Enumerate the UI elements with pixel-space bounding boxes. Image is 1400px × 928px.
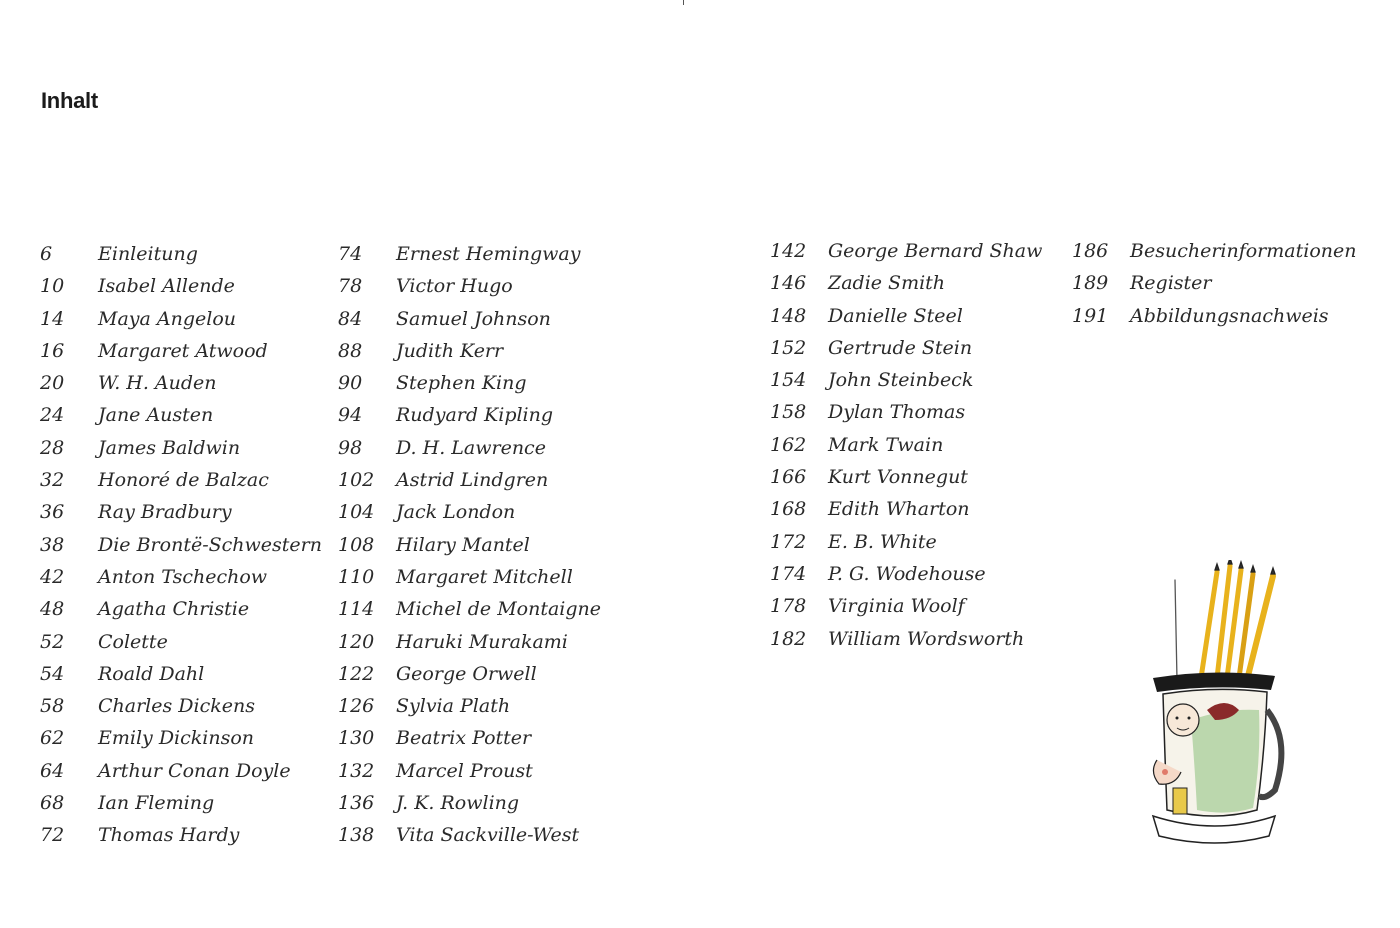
toc-entry	[338, 501, 601, 533]
toc-entry-title: Mark Twain	[828, 433, 944, 456]
toc-entry-title: John Steinbeck	[828, 369, 974, 392]
toc-page-number: 191	[1072, 304, 1109, 327]
toc-page-number: 58	[40, 695, 65, 718]
toc-entry	[770, 272, 1042, 304]
toc-entry	[338, 663, 601, 695]
toc-entry	[40, 469, 322, 501]
toc-entry-title: E. B. White	[828, 530, 937, 553]
toc-entry	[40, 340, 322, 372]
toc-entry	[338, 824, 601, 856]
toc-entry-title: Virginia Woolf	[828, 595, 965, 618]
toc-entry	[338, 534, 601, 566]
toc-page-number: 78	[338, 275, 363, 298]
toc-page-number: 54	[40, 662, 65, 685]
toc-page-number: 14	[40, 307, 65, 330]
toc-entry	[338, 372, 601, 404]
toc-entry-title: Emily Dickinson	[98, 727, 255, 750]
toc-entry	[338, 727, 601, 759]
toc-entry-title: Colette	[98, 630, 168, 653]
toc-entry	[770, 466, 1042, 498]
toc-entry-title: P. G. Wodehouse	[828, 562, 986, 585]
toc-page-number: 32	[40, 469, 65, 492]
toc-entry	[1072, 272, 1356, 304]
toc-page-number: 126	[338, 695, 375, 718]
toc-page-number: 48	[40, 598, 65, 621]
toc-entry	[338, 404, 601, 436]
toc-entry	[770, 595, 1042, 627]
toc-entry-title: Sylvia Plath	[396, 695, 511, 718]
toc-entry-title: Ray Bradbury	[98, 501, 232, 524]
toc-page-number: 152	[770, 336, 807, 359]
toc-entry-title: Arthur Conan Doyle	[98, 759, 291, 782]
toc-page-number: 189	[1072, 272, 1109, 295]
toc-page-number: 24	[40, 404, 65, 427]
toc-entry-title: Rudyard Kipling	[396, 404, 554, 427]
toc-entry	[40, 695, 322, 727]
toc-entry	[338, 437, 601, 469]
toc-page-number: 16	[40, 339, 65, 362]
toc-page-number: 102	[338, 469, 375, 492]
toc-entry	[338, 340, 601, 372]
toc-column-4	[1072, 240, 1356, 337]
toc-entry	[40, 534, 322, 566]
toc-page-number: 166	[770, 466, 807, 489]
toc-entry-title: Maya Angelou	[98, 307, 237, 330]
toc-page-number: 136	[338, 792, 375, 815]
toc-page-number: 114	[338, 598, 375, 621]
toc-page-number: 132	[338, 759, 375, 782]
toc-entry	[338, 695, 601, 727]
toc-entry-title: Charles Dickens	[98, 695, 255, 718]
toc-page-number: 122	[338, 662, 375, 685]
toc-entry-title: Die Brontë-Schwestern	[98, 533, 322, 556]
toc-entry-title: Stephen King	[396, 372, 527, 395]
toc-entry-title: Ernest Hemingway	[396, 243, 581, 265]
toc-entry-title: Victor Hugo	[396, 275, 513, 298]
toc-entry-title: Roald Dahl	[98, 662, 205, 685]
toc-entry-title: George Bernard Shaw	[828, 240, 1043, 262]
toc-entry-title: Jane Austen	[98, 404, 214, 427]
toc-entry	[770, 628, 1042, 660]
toc-entry-title: James Baldwin	[98, 436, 241, 459]
toc-entry-title: Danielle Steel	[828, 304, 963, 327]
toc-entry	[338, 631, 601, 663]
toc-entry	[40, 727, 322, 759]
toc-entry	[338, 275, 601, 307]
toc-entry-title: Honoré de Balzac	[98, 469, 269, 492]
toc-page-number: 174	[770, 562, 807, 585]
toc-entry	[40, 308, 322, 340]
toc-page-number: 146	[770, 272, 807, 295]
toc-entry	[338, 566, 601, 598]
toc-page-number: 154	[770, 369, 807, 392]
toc-entry-title: Einleitung	[98, 243, 198, 265]
toc-page-number: 94	[338, 404, 363, 427]
toc-page-number: 20	[40, 372, 65, 395]
toc-page-number: 142	[770, 240, 807, 262]
toc-page-number: 62	[40, 727, 65, 750]
toc-entry-title: Gertrude Stein	[828, 336, 973, 359]
toc-entry-title: Judith Kerr	[396, 339, 504, 362]
toc-page-number: 52	[40, 630, 65, 653]
toc-page-number: 172	[770, 530, 807, 553]
toc-entry	[770, 369, 1042, 401]
toby-jug-pencil-holder-icon	[1135, 560, 1295, 850]
toc-page-number: 104	[338, 501, 375, 524]
toc-page-number: 38	[40, 533, 65, 556]
toc-entry-title: Samuel Johnson	[396, 307, 551, 330]
toc-entry	[338, 760, 601, 792]
toc-page-number: 6	[40, 243, 53, 265]
toc-entry	[338, 243, 601, 275]
toc-entry	[40, 275, 322, 307]
toc-page-number: 74	[338, 243, 363, 265]
toc-page-number: 98	[338, 436, 363, 459]
toc-entry	[40, 824, 322, 856]
toc-page-number: 158	[770, 401, 807, 424]
toc-entry	[338, 792, 601, 824]
toc-entry	[40, 792, 322, 824]
toc-entry	[770, 240, 1042, 272]
toc-entry	[338, 308, 601, 340]
toc-entry-title: D. H. Lawrence	[396, 436, 546, 459]
toc-page-number: 186	[1072, 240, 1109, 262]
toc-page-number: 168	[770, 498, 807, 521]
toc-page-number: 162	[770, 433, 807, 456]
toc-entry-title: Dylan Thomas	[828, 401, 966, 424]
toc-entry	[40, 501, 322, 533]
toc-page-number: 84	[338, 307, 363, 330]
toc-page-number: 130	[338, 727, 375, 750]
toc-entry	[770, 498, 1042, 530]
toc-entry-title: Thomas Hardy	[98, 824, 240, 847]
toc-entry	[770, 305, 1042, 337]
toc-entry-title: Isabel Allende	[98, 275, 235, 298]
toc-entry	[40, 663, 322, 695]
toc-entry-title: Edith Wharton	[828, 498, 970, 521]
toc-page-number: 10	[40, 275, 65, 298]
toc-entry-title: George Orwell	[396, 662, 537, 685]
toc-entry	[338, 598, 601, 630]
toc-entry-title: Beatrix Potter	[396, 727, 532, 750]
toc-page-number: 182	[770, 627, 807, 650]
toc-entry	[770, 531, 1042, 563]
toc-page-number: 28	[40, 436, 65, 459]
toc-entry	[40, 631, 322, 663]
toc-entry-title: J. K. Rowling	[396, 792, 520, 815]
toc-entry-title: Ian Fleming	[98, 792, 215, 815]
toc-page-number: 138	[338, 824, 375, 847]
toc-entry-title: Jack London	[396, 501, 516, 524]
toc-page-number: 68	[40, 792, 65, 815]
toc-entry	[338, 469, 601, 501]
toc-entry	[40, 598, 322, 630]
toc-entry	[1072, 240, 1356, 272]
page-title: Inhalt	[41, 88, 98, 113]
toc-entry-title: Marcel Proust	[396, 759, 533, 782]
toc-page-number: 36	[40, 501, 65, 524]
toc-page-number: 90	[338, 372, 363, 395]
toc-column-2	[338, 243, 601, 857]
toc-entry	[770, 434, 1042, 466]
toc-page-number: 110	[338, 565, 375, 588]
toc-entry-title: Zadie Smith	[828, 272, 946, 295]
toc-entry-title: Abbildungsnachweis	[1130, 304, 1329, 327]
toc-page-number: 64	[40, 759, 65, 782]
toc-column-1	[40, 243, 322, 857]
toc-entry-title: Anton Tschechow	[98, 565, 268, 588]
toc-entry	[40, 243, 322, 275]
toc-entry-title: Margaret Mitchell	[396, 565, 573, 588]
toc-entry-title: Haruki Murakami	[396, 630, 568, 653]
page-gutter-mark	[683, 0, 684, 5]
toc-page-number: 120	[338, 630, 375, 653]
toc-entry	[40, 566, 322, 598]
toc-page-number: 148	[770, 304, 807, 327]
toc-entry	[40, 372, 322, 404]
toc-entry	[1072, 305, 1356, 337]
toc-page-number: 72	[40, 824, 65, 847]
toc-entry	[40, 437, 322, 469]
toc-page-number: 88	[338, 339, 363, 362]
toc-entry-title: Register	[1130, 272, 1212, 295]
toc-entry-title: Astrid Lindgren	[396, 469, 549, 492]
toc-entry-title: Margaret Atwood	[98, 339, 268, 362]
toc-entry-title: Michel de Montaigne	[396, 598, 602, 621]
toc-entry-title: Kurt Vonnegut	[828, 466, 968, 489]
toc-column-3	[770, 240, 1042, 660]
toc-page-number: 178	[770, 595, 807, 618]
toc-page-number: 42	[40, 565, 65, 588]
toc-page-number: 108	[338, 533, 375, 556]
toc-entry	[40, 404, 322, 436]
toc-entry-title: Hilary Mantel	[396, 533, 530, 556]
toc-entry-title: W. H. Auden	[98, 372, 217, 395]
toc-entry-title: Besucherinformationen	[1130, 240, 1357, 262]
toc-entry-title: Vita Sackville-West	[396, 824, 580, 847]
toc-entry	[40, 760, 322, 792]
toc-entry	[770, 563, 1042, 595]
toc-entry	[770, 401, 1042, 433]
toc-entry-title: Agatha Christie	[98, 598, 250, 621]
toc-entry	[770, 337, 1042, 369]
toc-entry-title: William Wordsworth	[828, 627, 1025, 650]
